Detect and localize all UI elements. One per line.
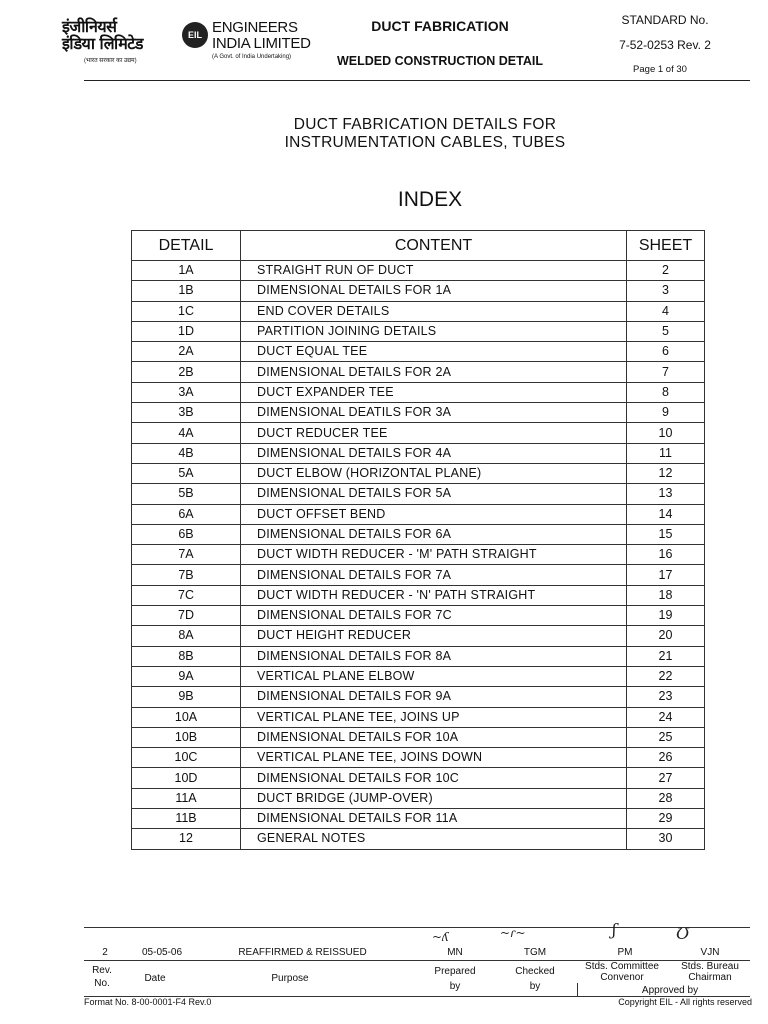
table-row (132, 707, 705, 727)
sheet-cell: 28 (627, 788, 705, 808)
sheet-cell: 8 (627, 382, 705, 402)
detail-cell: 8A (132, 626, 241, 646)
approved-by-label: Approved by (641, 985, 699, 996)
logo-english-text: ENGINEERS INDIA LIMITED (212, 19, 311, 52)
table-row (132, 382, 705, 402)
sheet-cell: 14 (627, 504, 705, 524)
detail-cell: 11B (132, 809, 241, 829)
format-number: Format No. 8-00-0001-F4 Rev.0 (84, 997, 212, 1007)
column-header-content: CONTENT (241, 231, 627, 261)
detail-cell: 12 (132, 829, 241, 849)
detail-cell: 1B (132, 281, 241, 301)
sheet-cell: 21 (627, 646, 705, 666)
table-row (132, 423, 705, 443)
content-cell: DIMENSIONAL DETAILS FOR 10C (241, 768, 627, 788)
table-row (132, 342, 705, 362)
content-cell: DIMENSIONAL DETAILS FOR 1A (241, 281, 627, 301)
detail-cell: 2A (132, 342, 241, 362)
logo-english-subtitle: (A Govt. of India Undertaking) (212, 54, 292, 60)
detail-cell: 9B (132, 687, 241, 707)
sheet-cell: 3 (627, 281, 705, 301)
column-header-sheet: SHEET (627, 231, 705, 261)
content-cell: DUCT WIDTH REDUCER - 'N' PATH STRAIGHT (241, 585, 627, 605)
sheet-cell: 30 (627, 829, 705, 849)
sheet-cell: 17 (627, 565, 705, 585)
content-cell: END COVER DETAILS (241, 301, 627, 321)
table-row (132, 281, 705, 301)
sheet-cell: 7 (627, 362, 705, 382)
detail-cell: 4A (132, 423, 241, 443)
sheet-cell: 2 (627, 261, 705, 281)
sheet-cell: 16 (627, 545, 705, 565)
prepared-by-label: Prepared by (434, 966, 476, 992)
content-cell: DUCT BRIDGE (JUMP-OVER) (241, 788, 627, 808)
table-row (132, 727, 705, 747)
content-cell: STRAIGHT RUN OF DUCT (241, 261, 627, 281)
sheet-cell: 12 (627, 463, 705, 483)
content-cell: DUCT OFFSET BEND (241, 504, 627, 524)
rev-purpose: REAFFIRMED & REISSUED (238, 947, 367, 958)
detail-cell: 5A (132, 463, 241, 483)
table-row (132, 565, 705, 585)
copyright-notice: Copyright EIL - All rights reserved (618, 997, 752, 1007)
column-header-detail: DETAIL (132, 231, 241, 261)
index-table (131, 230, 705, 850)
table-header-row (132, 231, 705, 261)
table-row (132, 788, 705, 808)
detail-cell: 4B (132, 443, 241, 463)
sheet-cell: 13 (627, 484, 705, 504)
detail-cell: 1C (132, 301, 241, 321)
content-cell: DUCT HEIGHT REDUCER (241, 626, 627, 646)
sheet-cell: 24 (627, 707, 705, 727)
sheet-cell: 27 (627, 768, 705, 788)
detail-cell: 7A (132, 545, 241, 565)
detail-cell: 10C (132, 748, 241, 768)
sheet-cell: 18 (627, 585, 705, 605)
detail-cell: 2B (132, 362, 241, 382)
sheet-cell: 26 (627, 748, 705, 768)
sheet-cell: 15 (627, 524, 705, 544)
header-subtitle: WELDED CONSTRUCTION DETAIL (336, 54, 543, 68)
index-table-body (132, 261, 705, 850)
content-cell: DUCT ELBOW (HORIZONTAL PLANE) (241, 463, 627, 483)
table-row (132, 666, 705, 686)
detail-cell: 7B (132, 565, 241, 585)
table-row (132, 504, 705, 524)
sheet-cell: 6 (627, 342, 705, 362)
content-cell: DIMENSIONAL DETAILS FOR 11A (241, 809, 627, 829)
table-row (132, 524, 705, 544)
content-cell: VERTICAL PLANE TEE, JOINS DOWN (241, 748, 627, 768)
convenor-label: Stds. Committee Convenor (585, 961, 659, 983)
convenor-value: PM (617, 947, 633, 958)
content-cell: VERTICAL PLANE TEE, JOINS UP (241, 707, 627, 727)
sheet-cell: 25 (627, 727, 705, 747)
table-row (132, 362, 705, 382)
sheet-cell: 19 (627, 606, 705, 626)
detail-cell: 1D (132, 321, 241, 341)
prepared-by-value: MN (447, 947, 463, 958)
detail-cell: 1A (132, 261, 241, 281)
logo-hindi-subtitle: (भारत सरकार का उद्यम) (84, 58, 137, 64)
detail-cell: 10A (132, 707, 241, 727)
purpose-label: Purpose (271, 973, 309, 984)
detail-cell: 7C (132, 585, 241, 605)
convenor-signature: ʃ (612, 920, 617, 939)
table-row (132, 748, 705, 768)
rev-date: 05-05-06 (141, 947, 183, 958)
page-indicator: Page 1 of 30 (633, 64, 687, 75)
chairman-value: VJN (700, 947, 720, 958)
detail-cell: 11A (132, 788, 241, 808)
sheet-cell: 22 (627, 666, 705, 686)
content-cell: DIMENSIONAL DETAILS FOR 8A (241, 646, 627, 666)
table-row (132, 545, 705, 565)
detail-cell: 3A (132, 382, 241, 402)
content-cell: VERTICAL PLANE ELBOW (241, 666, 627, 686)
table-row (132, 403, 705, 423)
content-cell: DIMENSIONAL DETAILS FOR 4A (241, 443, 627, 463)
content-cell: DIMENSIONAL DETAILS FOR 7C (241, 606, 627, 626)
content-cell: DIMENSIONAL DETAILS FOR 9A (241, 687, 627, 707)
content-cell: DUCT REDUCER TEE (241, 423, 627, 443)
detail-cell: 6A (132, 504, 241, 524)
table-row (132, 463, 705, 483)
company-logo (62, 10, 312, 70)
sheet-cell: 10 (627, 423, 705, 443)
checked-signature: ~ɾ~ (500, 926, 526, 940)
rev-number: 2 (102, 947, 108, 958)
detail-cell: 10D (132, 768, 241, 788)
eil-emblem-icon: EIL (182, 22, 208, 48)
table-row (132, 829, 705, 849)
content-cell: PARTITION JOINING DETAILS (241, 321, 627, 341)
footer-divider (577, 983, 578, 996)
checked-by-label: Checked by (515, 966, 555, 992)
detail-cell: 8B (132, 646, 241, 666)
header-divider (84, 80, 750, 81)
content-cell: GENERAL NOTES (241, 829, 627, 849)
sheet-cell: 5 (627, 321, 705, 341)
detail-cell: 9A (132, 666, 241, 686)
detail-cell: 10B (132, 727, 241, 747)
table-row (132, 443, 705, 463)
content-cell: DUCT EQUAL TEE (241, 342, 627, 362)
sheet-cell: 4 (627, 301, 705, 321)
sheet-cell: 9 (627, 403, 705, 423)
document-title (180, 116, 670, 152)
table-row (132, 321, 705, 341)
content-cell: DIMENSIONAL DETAILS FOR 10A (241, 727, 627, 747)
content-cell: DIMENSIONAL DETAILS FOR 5A (241, 484, 627, 504)
footer-top-rule (84, 927, 750, 928)
content-cell: DIMENSIONAL DETAILS FOR 2A (241, 362, 627, 382)
detail-cell: 5B (132, 484, 241, 504)
chairman-signature: Ʊ (676, 924, 690, 943)
sheet-cell: 29 (627, 809, 705, 829)
prepared-signature: ~ʎ (432, 930, 449, 944)
index-heading: INDEX (397, 188, 463, 211)
sheet-cell: 11 (627, 443, 705, 463)
table-row (132, 626, 705, 646)
checked-by-value: TGM (523, 947, 547, 958)
content-cell: DUCT WIDTH REDUCER - 'M' PATH STRAIGHT (241, 545, 627, 565)
table-row (132, 809, 705, 829)
rev-label: Rev. No. (92, 965, 112, 989)
table-row (132, 606, 705, 626)
chairman-label: Stds. Bureau Chairman (681, 961, 739, 983)
document-title-line2: INSTRUMENTATION CABLES, TUBES (284, 134, 566, 151)
standard-label: STANDARD No. (621, 13, 709, 27)
standard-number: 7-52-0253 Rev. 2 (619, 38, 711, 52)
content-cell: DIMENSIONAL DETAILS FOR 7A (241, 565, 627, 585)
content-cell: DIMENSIONAL DEATILS FOR 3A (241, 403, 627, 423)
date-label: Date (144, 973, 166, 984)
table-row (132, 768, 705, 788)
table-row (132, 261, 705, 281)
logo-hindi-text: इंजीनियर्स इंडिया लिमिटेड (62, 17, 143, 53)
content-cell: DIMENSIONAL DETAILS FOR 6A (241, 524, 627, 544)
table-row (132, 687, 705, 707)
table-row (132, 484, 705, 504)
table-row (132, 585, 705, 605)
header-title: DUCT FABRICATION (371, 18, 509, 34)
table-row (132, 646, 705, 666)
detail-cell: 7D (132, 606, 241, 626)
table-row (132, 301, 705, 321)
detail-cell: 6B (132, 524, 241, 544)
document-title-line1: DUCT FABRICATION DETAILS FOR (293, 116, 557, 133)
sheet-cell: 20 (627, 626, 705, 646)
sheet-cell: 23 (627, 687, 705, 707)
detail-cell: 3B (132, 403, 241, 423)
content-cell: DUCT EXPANDER TEE (241, 382, 627, 402)
